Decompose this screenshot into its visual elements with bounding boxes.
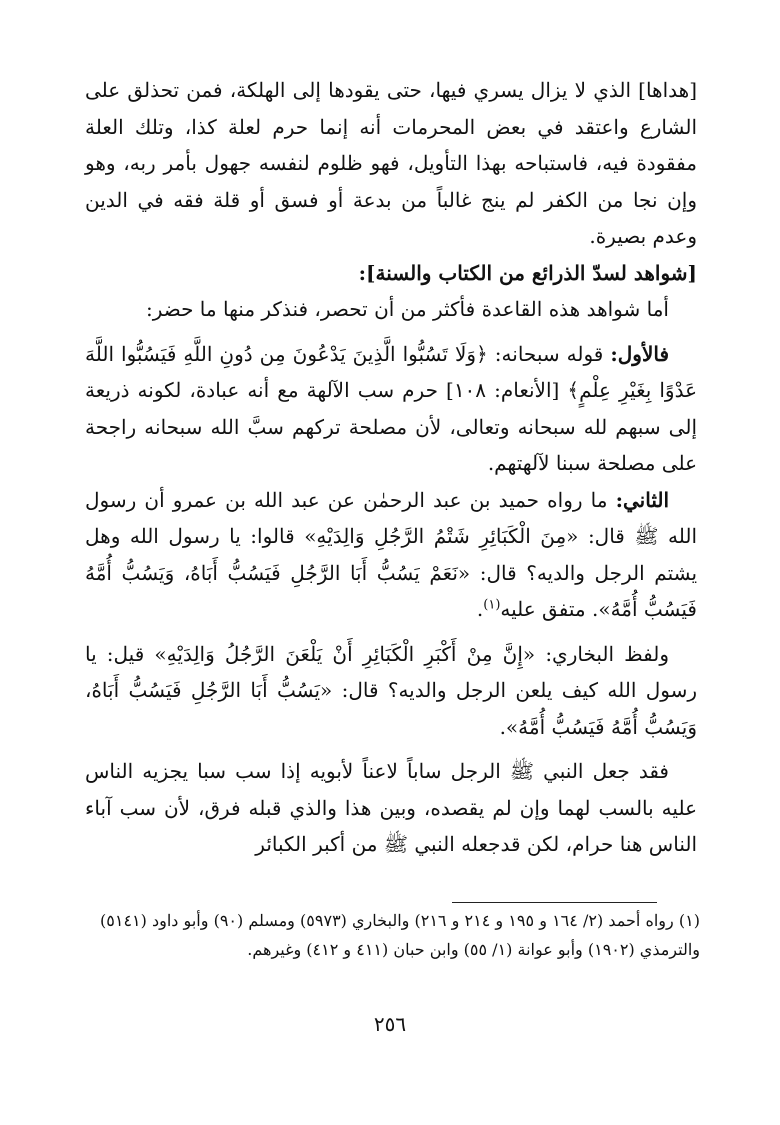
section-heading: [شواهد لسدّ الذرائع من الكتاب والسنة]:: [358, 260, 697, 285]
hadith-quote-1: «مِنَ الْكَبَائِرِ شَتْمُ الرَّجُلِ وَالِدَيْهِ»: [304, 524, 579, 548]
sentence-end: .: [476, 597, 484, 621]
second-evidence-paragraph: [85, 482, 697, 628]
footnote-reference: (١): [483, 597, 501, 613]
page-body: [85, 72, 697, 863]
first-evidence-explanation: [الأنعام: ١٠٨] حرم سب الآلهة مع أنه عبادة، لكونه ذريعة إلى سبهم لله سبحانه وتعالى، لأن مصلحة تركهم سبَّ الله سبحانه راجحة على مصلحة سبنا لآلهتهم.: [85, 378, 697, 475]
first-evidence-intro: قوله سبحانه:: [494, 341, 604, 366]
bukhari-paragraph: [85, 636, 697, 746]
first-evidence-label: فالأول:: [610, 341, 670, 366]
second-evidence-question: قالوا: يا رسول الله وهل يشتم الرجل والديه؟ قال:: [85, 524, 698, 585]
opening-paragraph: أما شواهد هذه القاعدة فأكثر من أن تحصر، فنذكر منها ما حضر:: [145, 297, 669, 321]
bukhari-intro: ولفظ البخاري:: [545, 641, 670, 666]
first-evidence-paragraph: [85, 336, 697, 482]
footnote-separator: [452, 902, 657, 903]
footnote-text: رواه أحمد (٢/ ١٦٤ و ١٩٥ و ٢١٤ و ٢١٦) والبخاري (٥٩٧٣) ومسلم (٩٠) وأبو داود (٥١٤١) والترمذي (١٩٠٢) وأبو عوانة (١/ ٥٥) وابن حبان (٤١١ و ٤١٢) وغيرهم.: [100, 911, 700, 959]
closing-paragraph: فقد جعل النبي ﷺ الرجل ساباً لاعناً لأبويه إذا سب سبا يجزيه الناس عليه بالسب لهما وإن لم يقصده، وبين هذا والذي قبله فرق، لأن سب آباء الناس هنا حرام، لكن قدجعله النبي ﷺ من أكبر الكبائر: [85, 759, 697, 856]
footnote: [100, 906, 700, 964]
footnote-marker: (١): [678, 911, 700, 930]
bukhari-quote-2: «يَسُبُّ أَبَا الرَّجُلِ فَيَسُبُّ أَبَاهُ، وَيَسُبُّ أُمَّهُ فَيَسُبُّ أُمَّهُ».: [85, 678, 697, 739]
intro-paragraph: [هداها] الذي لا يزال يسري فيها، حتى يقودها إلى الهلكة، فمن تحذلق على الشارع واعتقد في بعض المحرمات أنه إنما حرم لعلة كذا، وتلك العلة مفقودة فيه، فاستباحه بهذا التأويل، فهو ظلوم لنفسه جهول بأمر ربه، وهو وإن نجا من الكفر لم ينج غالباً من بدعة أو فسق أو قلة فقه في الدين وعدم بصيرة.: [85, 78, 697, 248]
bukhari-question: قيل: يا رسول الله كيف يلعن الرجل والديه؟ قال:: [85, 641, 698, 702]
footnote-text-block: [100, 906, 700, 964]
page-number: ٢٥٦: [373, 1012, 407, 1036]
quran-verse: ﴿وَلَا تَسُبُّوا الَّذِينَ يَدْعُونَ مِن دُونِ اللَّهِ فَيَسُبُّوا اللَّهَ عَدْوًا بِغَيْرِ عِلْمٍ﴾: [85, 341, 698, 402]
second-evidence-label: الثاني:: [615, 487, 670, 512]
agreed-upon-note: متفق عليه: [500, 597, 586, 621]
bukhari-quote-1: «إِنَّ مِنْ أَكْبَرِ الْكَبَائِرِ أَنْ يَلْعَنَ الرَّجُلُ وَالِدَيْهِ»: [154, 641, 536, 666]
second-evidence-narration: ما رواه حميد بن عبد الرحمٰن عن عبد الله بن عمرو أن رسول الله ﷺ قال:: [85, 487, 698, 548]
hadith-quote-2: «نَعَمْ يَسُبُّ أَبَا الرَّجُلِ فَيَسُبُّ أَبَاهُ، وَيَسُبُّ أُمَّهُ فَيَسُبُّ أُمَّهُ».: [85, 560, 697, 621]
